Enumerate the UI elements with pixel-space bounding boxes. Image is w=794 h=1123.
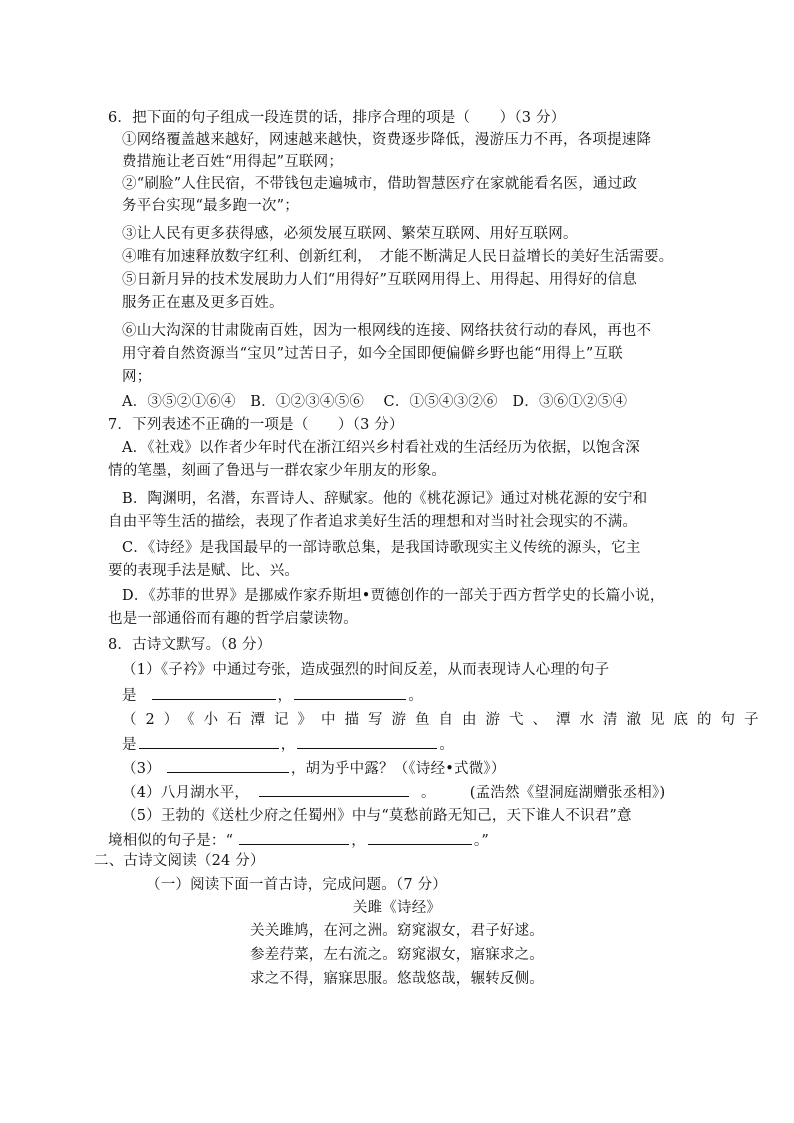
q6-sentence-5-line-2: 服务正在惠及更多百姓。 — [122, 295, 284, 311]
q6-options: A．③⑤②①⑥④ B．①②③④⑤⑥ C．①⑤④③②⑥ D．③⑥①②⑤④ — [122, 394, 628, 410]
q6-sentence-1-line-1: ①网络覆盖越来越好，网速越来越快，资费逐步降低，漫游压力不再，各项提速降 — [122, 132, 652, 148]
q6-sentence-4: ④唯有加速释放数字红利、创新红利， 才能不断满足人民日益增长的美好生活需要。 — [122, 249, 674, 265]
q7-stem: 7．下列表述不正确的一项是（ ）（3 分） — [108, 417, 404, 433]
q6-sentence-6-line-3: 网； — [122, 369, 152, 385]
q8-item-1-comma: ， — [277, 688, 293, 704]
q6-sentence-2-line-2: 务平台实现“最多跑一次”； — [122, 198, 299, 214]
q8-item-2-line-2 — [122, 733, 454, 756]
q8-blank-3[interactable] — [167, 757, 289, 773]
q7-option-a-line-1: A．《社戏》以作者少年时代在浙江绍兴乡村看社戏的生活经历为依据，以饱含深 — [122, 440, 640, 456]
q8-item-4-prefix: （4）八月湖水平， — [122, 785, 250, 801]
q8-blank-5b[interactable] — [368, 829, 472, 845]
q8-item-2-line-1: （2）《小石潭记》中描写游鱼自由游弋、潭水清澈见底的句子 — [122, 712, 768, 728]
q8-blank-4[interactable] — [259, 781, 409, 797]
q7-option-a-line-2: 情的笔墨，刻画了鲁迅与一群农家少年朋友的形象。 — [108, 463, 447, 479]
q8-blank-1a[interactable] — [152, 684, 276, 700]
q8-item-4-period: 。 — [421, 785, 436, 801]
q8-item-1-line-2 — [122, 684, 423, 707]
q7-option-b-line-1: B．陶渊明，名潜，东晋诗人、辞赋家。他的《桃花源记》通过对桃花源的安宁和 — [122, 491, 648, 507]
q8-blank-5a[interactable] — [239, 829, 349, 845]
q7-option-d-line-1: D．《苏菲的世界》是挪威作家乔斯坦•贾德创作的一部关于西方哲学史的长篇小说， — [122, 588, 665, 604]
q8-item-5-comma: ， — [351, 833, 366, 849]
q8-blank-2a[interactable] — [139, 733, 279, 749]
q8-item-3 — [122, 757, 506, 780]
section-2-subtitle: （一）阅读下面一首古诗，完成问题。（7 分） — [146, 877, 447, 893]
q8-blank-2b[interactable] — [297, 733, 437, 749]
q8-item-4 — [122, 781, 665, 804]
poem-line-3: 求之不得，寤寐思服。悠哉悠哉，辗转反侧。 — [250, 971, 544, 987]
q8-blank-1b[interactable] — [294, 684, 406, 700]
q8-item-5-prefix: 境相似的句子是：“ — [108, 833, 234, 849]
q8-item-5-line-2 — [108, 829, 489, 852]
q7-option-d-line-2: 也是一部通俗而有趣的哲学启蒙读物。 — [108, 611, 358, 627]
q6-sentence-2-line-1: ②“刷脸”人住民宿，不带钱包走遍城市，借助智慧医疗在家就能看名医，通过政 — [122, 176, 638, 192]
poem-line-1: 关关雎鸠，在河之洲。窈窕淑女，君子好逑。 — [250, 923, 544, 939]
q8-item-3-suffix: ，胡为乎中露？（《诗经•式微》） — [290, 761, 506, 777]
q8-item-2-comma: ， — [280, 737, 296, 753]
poem-line-2: 参差荇菜，左右流之。窈窕淑女，寤寐求之。 — [250, 947, 544, 963]
q6-sentence-3: ③让人民有更多获得感，必须发展互联网、繁荣互联网、用好互联网。 — [122, 226, 578, 242]
q7-option-b-line-2: 自由平等生活的描绘，表现了作者追求美好生活的理想和对当时社会现实的不满。 — [108, 514, 638, 530]
q7-option-c-line-1: C．《诗经》是我国最早的一部诗歌总集，是我国诗歌现实主义传统的源头，它主 — [122, 540, 641, 556]
q7-option-c-line-2: 要的表现手法是赋、比、兴。 — [108, 563, 300, 579]
q8-item-4-source: (孟浩然《望洞庭湖赠张丞相》) — [469, 785, 666, 801]
q6-stem: 6．把下面的句子组成一段连贯的话，排序合理的项是（ ）（3 分） — [108, 110, 566, 126]
q8-item-2-prefix: 是 — [122, 737, 137, 753]
q8-stem: 8．古诗文默写。（8 分） — [108, 637, 272, 653]
q6-sentence-5-line-1: ⑤日新月异的技术发展助力人们“用得好”互联网用得上、用得起、用得好的信息 — [122, 272, 638, 288]
q8-item-5-line-1: （5）王勃的《送杜少府之任蜀州》中与“莫愁前路无知己，天下谁人不识君”意 — [122, 808, 632, 824]
q8-item-1-line-1: （1）《子衿》中通过夸张，造成强烈的时间反差，从而表现诗人心理的句子 — [122, 662, 610, 678]
q6-sentence-6-line-1: ⑥山大沟深的甘肃陇南百姓，因为一根网线的连接、网络扶贫行动的春风，再也不 — [122, 323, 652, 339]
q8-item-3-prefix: （3） — [122, 761, 161, 777]
q6-sentence-6-line-2: 用守着自然资源当“宝贝”过苦日子，如今全国即便偏僻乡野也能“用得上”互联 — [122, 346, 623, 362]
q8-item-1-period: 。 — [408, 688, 423, 704]
section-2-title: 二、古诗文阅读（24 分） — [94, 853, 265, 869]
q6-sentence-1-line-2: 费措施让老百姓“用得起”互联网； — [122, 154, 344, 170]
poem-title: 关雎《诗经》 — [352, 900, 442, 916]
q8-item-5-end: 。” — [473, 833, 489, 849]
q8-item-1-prefix: 是 — [122, 688, 137, 704]
q8-item-2-period: 。 — [439, 737, 455, 753]
